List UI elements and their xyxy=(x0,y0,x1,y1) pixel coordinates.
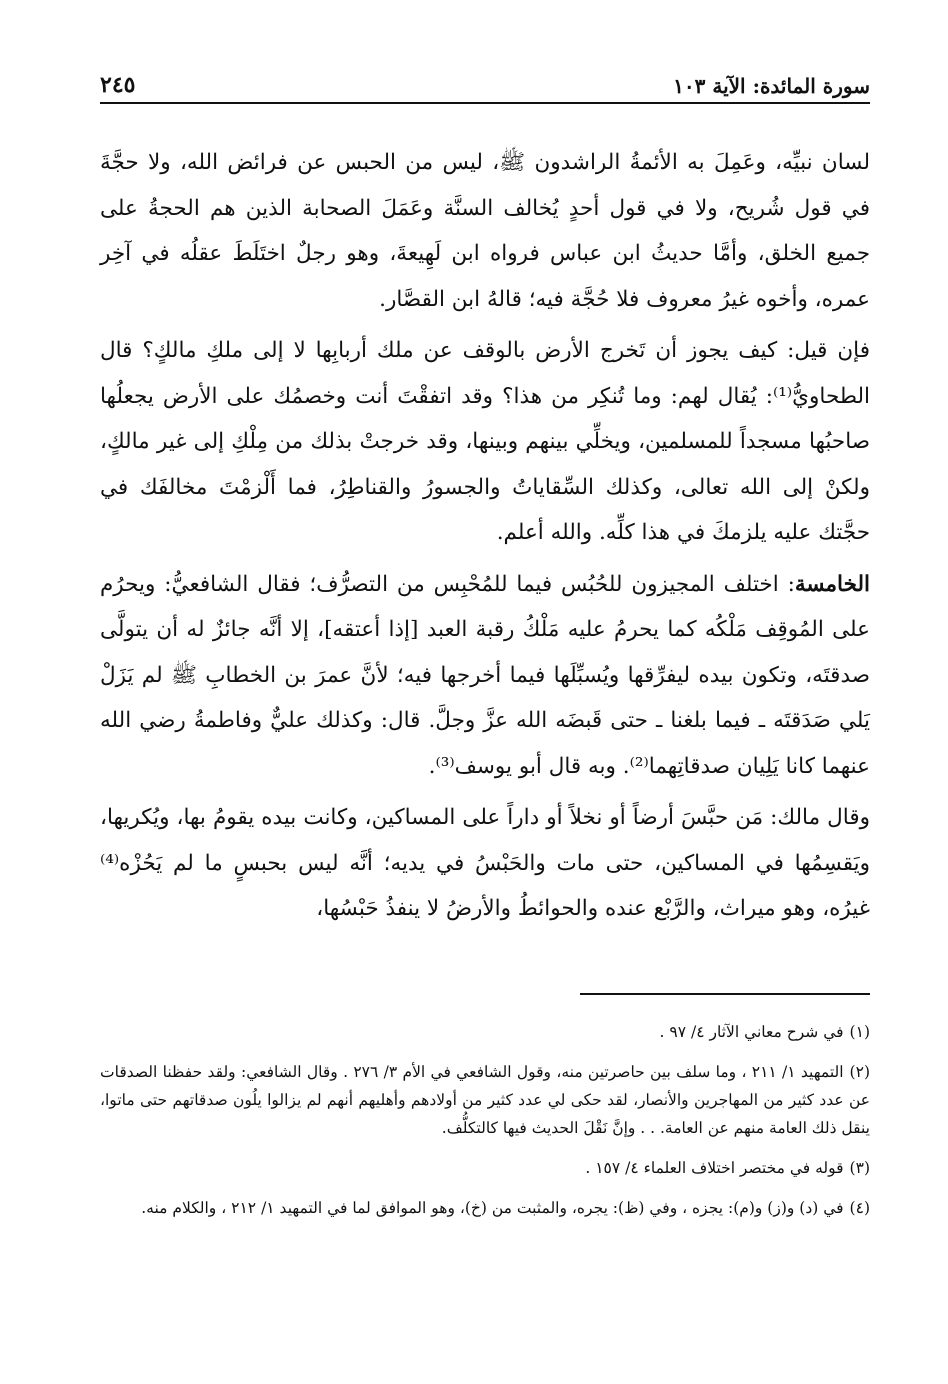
running-header xyxy=(100,62,870,104)
running-title: سورة المائدة: الآية ١٠٣ xyxy=(673,74,870,98)
footnote-number: (١) xyxy=(849,1023,870,1041)
section-label: الخامسة xyxy=(794,571,870,597)
footnote xyxy=(100,1058,870,1142)
main-text xyxy=(100,140,870,938)
footnote-number: (٣) xyxy=(849,1159,870,1177)
footnote-text: التمهيد ١/ ٢١١ ، وما سلف بين حاصرتين منه، وقول الشافعي في الأم ٣/ ٢٧٦ . وقال الشافعي: ولقد حفظنا الصدقات عن عدد كثير من المهاجرين والأنصار، لقد حكى لي عدد كثير من أولادهم وأهليهم أنهم لم يزالوا يلُون صدقاتهم حتى ماتوا، ينقل ذلك العامة منهم عن العامة. . . وإنَّ نَقْلَ الحديث فيها كالتكلُّف. xyxy=(100,1063,870,1137)
footnote-text: في شرح معاني الآثار ٤/ ٩٧ . xyxy=(659,1023,844,1041)
footnote-separator xyxy=(580,993,870,995)
footnote-number: (٢) xyxy=(849,1063,870,1081)
footnote-text: في (د) و(ز) و(م): يجزه ، وفي (ظ): يجره، والمثبت من (خ)، وهو الموافق لما في التمهيد ١/ ٢١٢ ، والكلام منه. xyxy=(141,1199,844,1217)
footnote-text: قوله في مختصر اختلاف العلماء ٤/ ١٥٧ . xyxy=(585,1159,844,1177)
paragraph-3 xyxy=(100,562,870,790)
paragraph-1: لسان نبيِّه، وعَمِلَ به الأئمةُ الراشدون ﷺ، ليس من الحبس عن فرائض الله، ولا حجَّةَ في قول شُريح، ولا في قول أحدٍ يُخالف السنَّة وعَمَلَ الصحابة الذين هم الحجةُ على جميع الخلق، وأمَّا حديثُ ابن عباس فرواه ابن لَهِيعةَ، وهو رجلٌ اختَلَطَ عقلُه في آخِر عمره، وأخوه غيرُ معروف فلا حُجَّة فيه؛ قالهُ ابن القصَّار. xyxy=(100,150,870,312)
paragraph-4: وقال مالك: مَن حبَّسَ أرضاً أو نخلاً أو داراً على المساكين، وكانت بيده يقومُ بها، ويُكريها، ويَقسِمُها في المساكين، حتى مات والحَبْسُ في يديه؛ أنَّه ليس بحبسٍ ما لم يَحُزْه⁽⁴⁾ غيرُه، وهو ميراث، والرَّبْع عنده والحوائطُ والأرضُ لا ينفذُ حَبْسُها، xyxy=(100,805,870,921)
footnotes xyxy=(100,1018,870,1234)
paragraph-2: فإن قيل: كيف يجوز أن تَخرج الأرض بالوقف عن ملك أربابِها لا إلى ملكِ مالكٍ؟ قال الطحاويُّ⁽¹⁾: يُقال لهم: وما تُنكِر من هذا؟ وقد اتفقْتَ أنت وخصمُك على الأرض يجعلُها صاحبُها مسجداً للمسلمين، ويخلِّي بينهم وبينها، وقد خرجتْ بذلك من مِلْكِ إلى غير مالكٍ، ولكنْ إلى الله تعالى، وكذلك السِّقاياتُ والجسورُ والقناطِرُ، فما أَلْزمْتَ مخالفَك في حجَّتك عليه يلزمكَ في هذا كلِّه. والله أعلم. xyxy=(100,338,870,545)
footnote xyxy=(100,1194,870,1222)
page-number: ٢٤٥ xyxy=(100,72,136,98)
footnote xyxy=(100,1018,870,1046)
footnote-number: (٤) xyxy=(849,1199,870,1217)
footnote xyxy=(100,1154,870,1182)
paragraph-3-text: : اختلف المجيزون للحُبُس فيما للمُحْبِس من التصرُّف؛ فقال الشافعيُّ: ويحرُم على المُوقِف مَلْكُه كما يحرمُ عليه مَلْكُ رقبة العبد [إذا أعتقه]، إلا أنَّه جائزٌ له أن يتولَّى صدقتَه، وتكون بيده ليفرِّقها ويُسبِّلَها فيما أخرجها فيه؛ لأنَّ عمرَ بن الخطابِ ﷺ لم يَزَلْ يَلي صَدَقتَه ـ فيما بلغنا ـ حتى قَبضَه الله عزَّ وجلَّ. قال: وكذلك عليٌّ وفاطمةُ رضي الله عنهما كانا يَلِيان صدقاتِهما⁽²⁾. وبه قال أبو يوسف⁽³⁾. xyxy=(100,571,870,779)
